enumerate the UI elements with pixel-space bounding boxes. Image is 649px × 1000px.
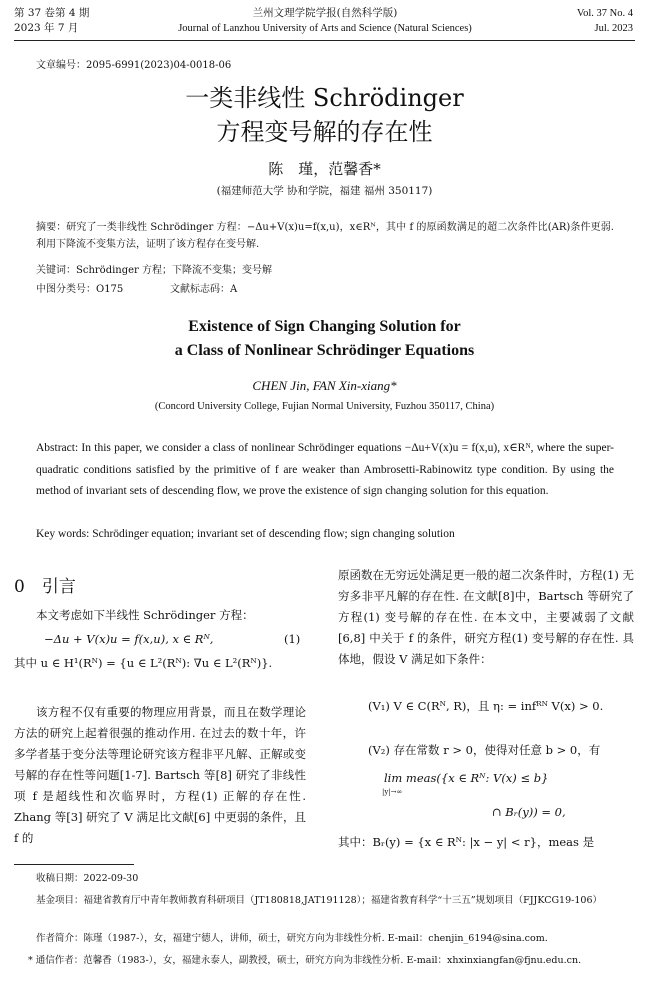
title-en-line2: a Class of Nonlinear Schrödinger Equations	[174, 342, 475, 359]
header-volume: 第 37 卷第 4 期	[14, 7, 90, 19]
header-date: 2023 年 7 月	[14, 22, 79, 34]
limit-subscript: |y|→∞	[382, 788, 403, 796]
affiliation-cn: (福建师范大学 协和学院，福建 福州 350117)	[216, 185, 433, 197]
footnote-received: 收稿日期：2022-09-30	[36, 873, 139, 884]
header-volume-en: Vol. 37 No. 4	[576, 8, 633, 19]
left-para-3: 该方程不仅有重要的物理应用背景，而且在数学理论方法的研究上起着很强的推动作用. 在过去的数十年，许多学者基于变分法等理论研究该方程非平凡解、正解或变号解的存在性等问题[1-7]. Bartsch 等[8] 研究了非线性项 f 是超线性和次临界时，方程(1) 正解的存在性. Zhang 等[3] 研究了 V 满足比文献[6] 中更弱的条件，且 f 的	[14, 705, 306, 845]
title-cn-line1: 一类非线性 Schrödinger	[185, 84, 464, 112]
abstract-en: Abstract: In this paper, we consider a class of nonlinear Schrödinger equations −Δu+V(x)u = f(x,u), x∈Rᴺ, where the super-quadratic conditions satisfied by the primitive of f are weaker than Ambrosetti-Rabinowitz type condition. By using the method of invariant sets of descending flow, we prove the existence of sign changing solution for this equation.	[36, 442, 614, 497]
header-journal-cn: 兰州文理学院学报(自然科学版)	[252, 7, 398, 19]
section-title-introduction: 0 引言	[14, 577, 76, 597]
header-rule	[14, 40, 635, 41]
header-journal-en: Journal of Lanzhou University of Arts and Science (Natural Sciences)	[178, 23, 472, 34]
article-id: 文章编号：2095-6991(2023)04-0018-06	[36, 60, 232, 71]
header-date-en: Jul. 2023	[594, 23, 633, 34]
title-en-line1: Existence of Sign Changing Solution for	[188, 318, 461, 335]
abstract-cn: 摘要：研究了一类非线性 Schrödinger 方程：−Δu+V(x)u=f(x,u)，x∈Rᴺ，其中 f 的原函数满足的超二次条件比(AR)条件更弱. 利用下降流不变集方法，证明了该方程存在变号解.	[36, 222, 614, 250]
title-cn-line2: 方程变号解的存在性	[216, 118, 433, 146]
limit-equation: lim meas({x ∈ Rᴺ: V(x) ≤ b}	[384, 771, 549, 785]
authors-en: CHEN Jin, FAN Xin-xiang*	[252, 378, 397, 393]
keywords-cn: 关键词：Schrödinger 方程；下降流不变集；变号解	[36, 265, 273, 276]
right-para-1: 原函数在无穷远处满足更一般的超二次条件时，方程(1) 无穷多非平凡解的存在性. 在文献[8]中，Bartsch 等研究了方程(1) 变号解的存在性. 在本文中，主要减弱了文献[6,8] 中关于 f 的条件，研究方程(1) 变号解的存在性. 具体地，假设 V 满足如下条件：	[338, 568, 634, 666]
affiliation-en: (Concord University College, Fujian Normal University, Fuzhou 350117, China)	[154, 401, 495, 412]
condition-v1: (V₁) V ∈ C(Rᴺ, R)，且 η: = infᴿᴺ V(x) > 0.	[368, 699, 604, 713]
document-code: 文献标志码：A	[170, 284, 238, 295]
left-para-2: 其中 u ∈ H¹(Rᴺ) = {u ∈ L²(Rᴺ): ∇u ∈ L²(Rᴺ)}.	[14, 656, 273, 670]
intersection-equation: ∩ Bᵣ(y)) = 0,	[492, 805, 566, 819]
right-para-end: 其中：Bᵣ(y) = {x ∈ Rᴺ: |x − y| < r}，meas 是	[338, 835, 595, 849]
footnote-rule	[14, 864, 134, 865]
equation-1-number: (1)	[284, 632, 301, 646]
footnote-corresponding: * 通信作者：范馨香（1983-），女，福建永泰人，副教授，硕士，研究方向为非线性分析. E-mail：xhxinxiangfan@fjnu.edu.cn.	[28, 955, 582, 966]
equation-1: −Δu + V(x)u = f(x,u), x ∈ Rᴺ,	[44, 632, 214, 646]
footnote-fund: 基金项目：福建省教育厅中青年教师教育科研项目（JT180818,JAT191128）；福建省教育科学“十三五”规划项目（FJJKCG19-106）	[36, 895, 602, 906]
clc-number: 中图分类号：O175	[36, 284, 124, 295]
condition-v2: (V₂) 存在常数 r > 0，使得对任意 b > 0，有	[368, 743, 601, 757]
footnote-author-bio: 作者简介：陈瑾（1987-），女，福建宁德人，讲师，硕士，研究方向为非线性分析. E-mail：chenjin_6194@sina.com.	[36, 933, 548, 944]
keywords-en: Key words: Schrödinger equation; invariant set of descending flow; sign changing solution	[36, 528, 455, 540]
left-para-1: 本文考虑如下半线性 Schrödinger 方程：	[36, 608, 254, 622]
authors-cn: 陈 瑾，范馨香*	[268, 160, 381, 178]
